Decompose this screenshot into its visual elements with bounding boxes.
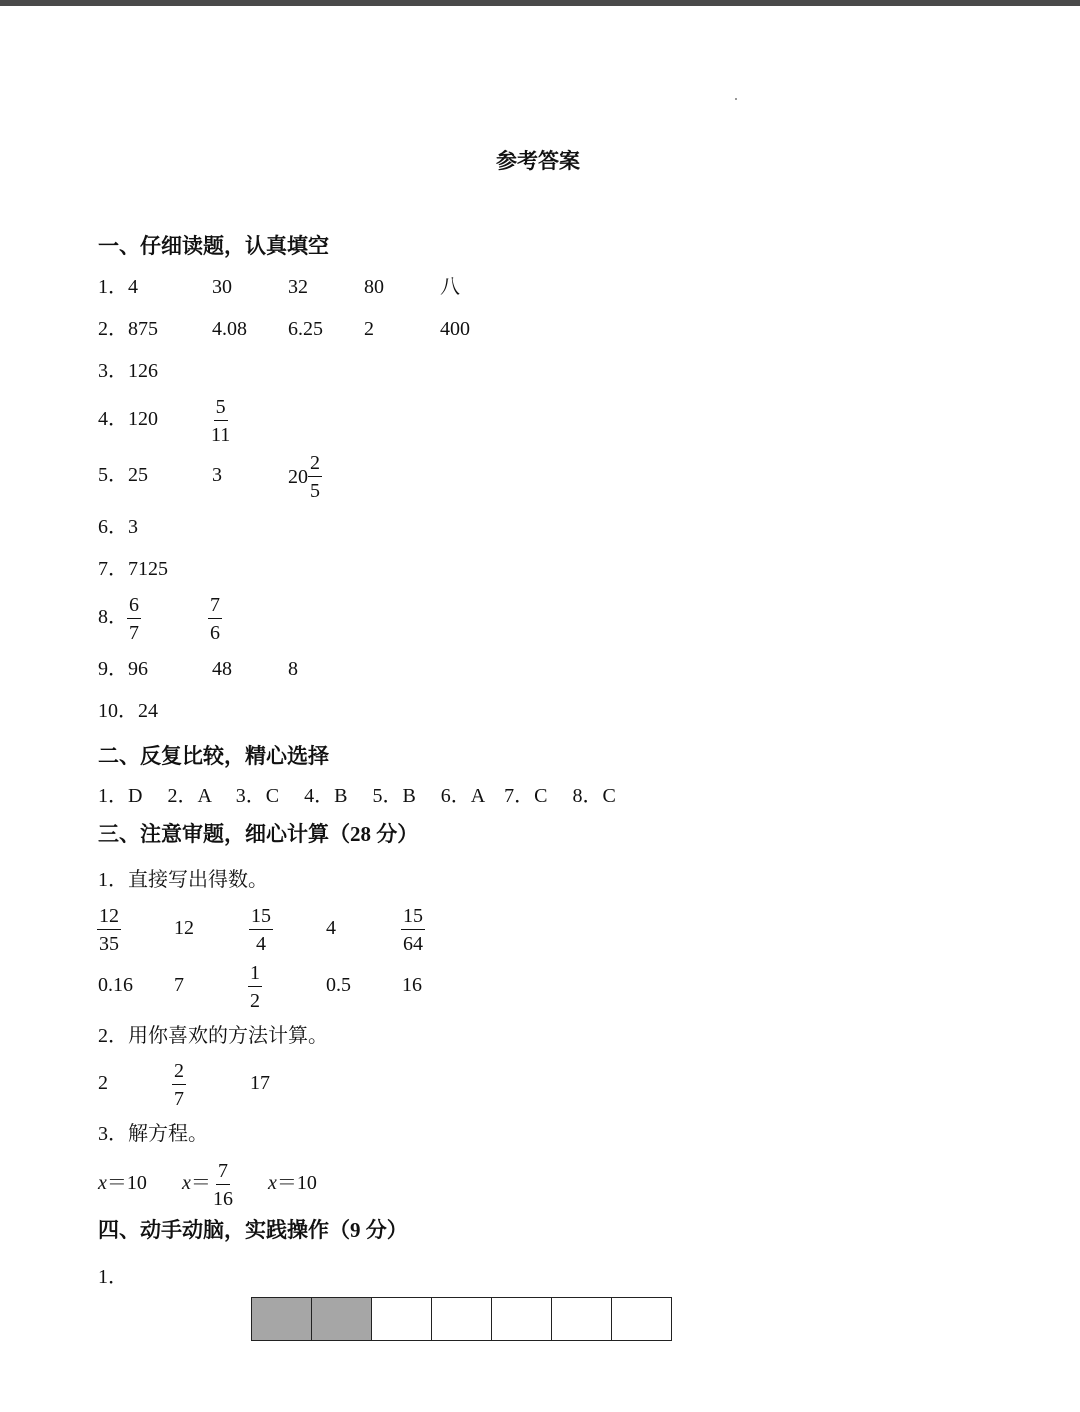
s1-q4-denominator: 11 <box>211 424 231 446</box>
s1-q8-f1-numerator: 6 <box>127 594 141 619</box>
s1-q8-f2-denominator: 6 <box>210 622 220 644</box>
s1-q2-a5: 400 <box>440 318 470 340</box>
s3-eq2-lhs <box>182 1171 211 1195</box>
s3-sub2-a1: 2 <box>98 1072 108 1094</box>
s1-q5-a2: 3 <box>212 464 222 486</box>
s1-q8-label: 8． <box>98 606 128 628</box>
eq1-variable: x <box>98 1172 107 1194</box>
eq2-variable: x <box>182 1172 191 1194</box>
eq2-denominator: 16 <box>213 1188 233 1210</box>
s3-r1-f1-numerator: 12 <box>97 905 121 930</box>
grid-cell-empty <box>492 1298 552 1341</box>
s3-r1-f3-denominator: 4 <box>256 933 266 955</box>
s1-q1-label: 1．4 <box>98 276 138 298</box>
grid-cell-empty <box>432 1298 492 1341</box>
s3-r1-f5-numerator: 15 <box>401 905 425 930</box>
s1-q2-a2: 4.08 <box>212 318 247 340</box>
grid-cell-empty <box>552 1298 612 1341</box>
shaded-grid <box>251 1297 672 1341</box>
s1-q4-label: 4．120 <box>98 408 158 430</box>
section2-heading: 二、反复比较，精心选择 <box>98 744 329 768</box>
s1-q4-fraction <box>211 396 230 446</box>
s3-sub2-a3: 17 <box>250 1072 270 1094</box>
s3-r2-fraction-3 <box>248 962 262 1012</box>
s1-q8-fraction-1 <box>127 594 141 644</box>
s1-q6-label: 6．3 <box>98 516 138 538</box>
s3-r1-fraction-5 <box>401 905 425 955</box>
s1-q1-a5: 八 <box>440 276 460 298</box>
s1-q2-a3: 6.25 <box>288 318 323 340</box>
top-border <box>0 0 1080 6</box>
s3-r1-fraction-1 <box>97 905 121 955</box>
s1-q8-fraction-2 <box>208 594 222 644</box>
grid-cell-shaded <box>312 1298 372 1341</box>
s4-q1-label: 1． <box>98 1266 128 1288</box>
section1-heading: 一、仔细读题，认真填空 <box>98 234 329 258</box>
s1-q10-label: 10．24 <box>98 700 158 722</box>
s3-sub3-label: 3．解方程。 <box>98 1123 208 1145</box>
section4-heading: 四、动手动脑，实践操作（9 分） <box>98 1218 408 1242</box>
s1-q9-label: 9．96 <box>98 658 148 680</box>
s1-q3-label: 3．126 <box>98 360 158 382</box>
s3-r1-a2: 12 <box>174 917 194 939</box>
s3-eq2-fraction <box>213 1160 233 1210</box>
page-title: 参考答案 <box>496 149 580 173</box>
section3-heading: 三、注意审题，细心计算（28 分） <box>98 822 419 846</box>
s3-r2-f3-numerator: 1 <box>248 962 262 987</box>
eq2-numerator: 7 <box>216 1160 230 1185</box>
eq3-variable: x <box>268 1172 277 1194</box>
s3-r2-a1: 0.16 <box>98 974 133 996</box>
s1-q4-numerator: 5 <box>214 396 228 421</box>
s1-q5-label: 5．25 <box>98 464 148 486</box>
s3-r2-a5: 16 <box>402 974 422 996</box>
s1-q2-label: 2．875 <box>98 318 158 340</box>
s3-sub2-numerator: 2 <box>172 1060 186 1085</box>
s1-q8-f1-denominator: 7 <box>129 622 139 644</box>
eq2-equals: ＝ <box>190 1172 211 1194</box>
s3-sub2-label: 2．用你喜欢的方法计算。 <box>98 1025 328 1047</box>
s1-q1-a4: 80 <box>364 276 384 298</box>
s1-q5-numerator: 2 <box>308 452 322 477</box>
s3-sub1-label: 1．直接写出得数。 <box>98 869 268 891</box>
grid-cell-empty <box>372 1298 432 1341</box>
s1-q1-a2: 30 <box>212 276 232 298</box>
eq3-value: ＝10 <box>276 1172 317 1194</box>
s3-r1-f1-denominator: 35 <box>99 933 119 955</box>
s1-q2-a4: 2 <box>364 318 374 340</box>
s1-q5-mixed-number <box>288 452 322 502</box>
s3-sub2-denominator: 7 <box>174 1088 184 1110</box>
s1-q5-denominator: 5 <box>310 480 320 502</box>
s1-q5-fraction <box>308 452 322 502</box>
grid-cell-empty <box>612 1298 672 1341</box>
s3-r1-f3-numerator: 15 <box>249 905 273 930</box>
s3-r2-f3-denominator: 2 <box>250 990 260 1012</box>
s3-r1-fraction-3 <box>249 905 273 955</box>
s1-q1-a3: 32 <box>288 276 308 298</box>
scan-speck <box>735 98 737 100</box>
s3-r1-a4: 4 <box>326 917 336 939</box>
s3-eq3 <box>268 1171 317 1195</box>
grid-cell-shaded <box>252 1298 312 1341</box>
s2-answers: 1．D 2．A 3．C 4．B 5．B 6．A 7．C 8．C <box>98 785 616 807</box>
s3-sub2-fraction <box>172 1060 186 1110</box>
eq1-value: ＝10 <box>106 1172 147 1194</box>
s1-q9-a3: 8 <box>288 658 298 680</box>
s1-q7-label: 7．7125 <box>98 558 168 580</box>
s1-q5-whole: 20 <box>288 465 308 488</box>
s1-q8-f2-numerator: 7 <box>208 594 222 619</box>
s3-r1-f5-denominator: 64 <box>403 933 423 955</box>
s3-r2-a4: 0.5 <box>326 974 351 996</box>
s3-eq1 <box>98 1171 147 1195</box>
s1-q9-a2: 48 <box>212 658 232 680</box>
s3-r2-a2: 7 <box>174 974 184 996</box>
